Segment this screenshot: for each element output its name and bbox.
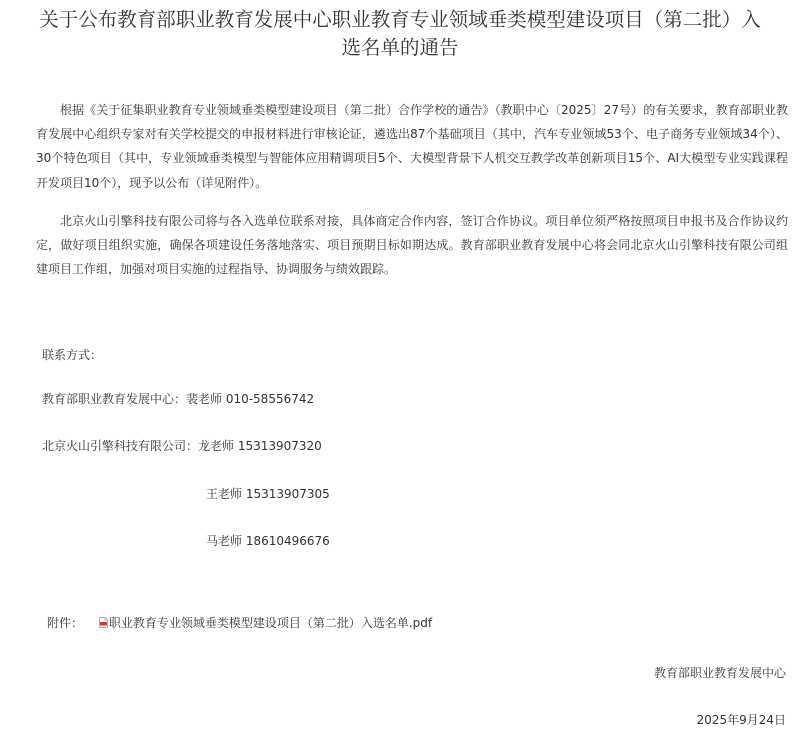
contact-line-ma: 马老师 18610496676 [206,534,330,548]
title-line-2: 选名单的通告 [341,36,459,59]
contact-line-wang: 王老师 15313907305 [206,487,330,501]
contact-heading: 联系方式： [42,348,103,362]
signature-date: 2025年9月24日 [696,713,786,727]
attachment-filename: 职业教育专业领域垂类模型建设项目（第二批）入选名单.pdf [108,616,433,630]
contact-line-volcengine: 北京火山引擎科技有限公司：龙老师 15313907320 [42,439,322,453]
attachment-link[interactable] [99,616,432,630]
page-title [0,6,800,62]
attachment-row [47,615,432,631]
body-paragraph-1: 根据《关于征集职业教育专业领域垂类模型建设项目（第二批）合作学校的通告》（教职中心〔2025〕27号）的有关要求，教育部职业教育发展中心组织专家对有关学校提交的申报材料进行审核论证，遴选出87个基础项目（其中，汽车专业领域53个、电子商务专业领域34个）、30个特色项目（其中，专业领域垂类模型与智能体应用精调项目5个、大模型背景下人机交互教学改革创新项目15个、AI大模型专业实践课程开发项目10个），现予以公布（详见附件）。 [36,103,788,190]
body-paragraph-2: 北京火山引擎科技有限公司将与各入选单位联系对接，具体商定合作内容，签订合作协议。项目单位须严格按照项目申报书及合作协议约定，做好项目组织实施，确保各项建设任务落地落实、项目预期目标如期达成。教育部职业教育发展中心将会同北京火山引擎科技有限公司组建项目工作组，加强对项目实施的过程指导、协调服务与绩效跟踪。 [36,214,788,277]
contact-line-center: 教育部职业教育发展中心：裴老师 010-58556742 [42,392,315,406]
signature-org: 教育部职业教育发展中心 [653,666,786,680]
pdf-icon [99,616,108,627]
attachment-label: 附件： [47,616,84,630]
title-line-1: 关于公布教育部职业教育发展中心职业教育专业领域垂类模型建设项目（第二批）入 [39,8,761,31]
